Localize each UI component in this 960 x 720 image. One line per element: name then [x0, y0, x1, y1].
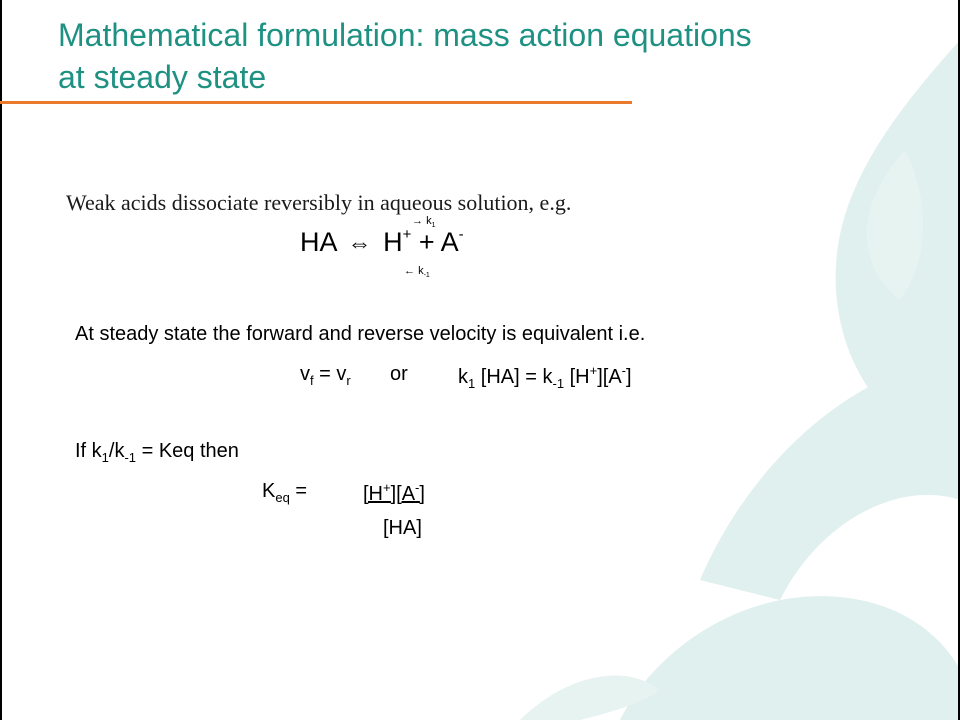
keq-denominator: [HA]: [383, 517, 422, 539]
if-prefix: If k: [75, 440, 102, 462]
keq-label: [262, 480, 307, 505]
title-line-2: at steady state: [58, 59, 267, 95]
keq-equals: =: [289, 480, 308, 502]
keq-numerator: [363, 480, 425, 506]
num-h: [H: [363, 483, 383, 505]
num-h-plus: +: [383, 480, 391, 495]
rate-close: ]: [626, 366, 632, 388]
if-slash: /k: [108, 440, 125, 462]
if-suffix: = Keq then: [136, 440, 239, 462]
reverse-k: k: [418, 265, 424, 277]
forward-k-sub: 1: [431, 222, 436, 230]
product-h: H: [383, 227, 403, 257]
v-equals: = v: [313, 363, 347, 385]
reaction-equation: [300, 226, 464, 258]
product-h-charge: +: [402, 226, 412, 243]
slide-title: [58, 14, 898, 98]
keq-sub: eq: [275, 490, 290, 505]
k-sub-1: 1: [468, 376, 476, 391]
rate-ha: [HA] = k: [475, 366, 553, 388]
product-a-charge: -: [458, 226, 464, 243]
plus-sign: +: [418, 227, 435, 257]
velocity-or: or: [390, 363, 408, 385]
rate-h-plus: +: [589, 363, 598, 378]
reverse-k-sub: -1: [423, 272, 430, 280]
reversible-arrow-icon: ⇔: [347, 230, 372, 257]
v-sub-f: f: [310, 373, 314, 388]
slide-left-border: [0, 0, 2, 720]
reverse-rate-label: [404, 265, 430, 279]
velocity-equation: [300, 363, 351, 388]
product-a: A: [440, 227, 459, 257]
v-sub-r: r: [346, 373, 351, 388]
num-close: ]: [419, 483, 425, 505]
rate-h: [H: [564, 366, 590, 388]
if-sub-1: 1: [101, 450, 109, 465]
title-line-1: Mathematical formulation: mass action equations: [58, 17, 752, 53]
num-a: ][A: [390, 483, 416, 505]
rate-equation: [458, 363, 632, 391]
if-keq-line: [75, 440, 239, 465]
intro-text: Weak acids dissociate reversibly in aqueous solution, e.g.: [66, 190, 572, 215]
v-symbol: v: [300, 363, 310, 385]
forward-k: k: [426, 215, 432, 227]
reverse-arrow-icon: ←: [404, 265, 415, 277]
forward-arrow-icon: →: [412, 215, 423, 227]
title-underline-rule: [0, 101, 632, 104]
keq-k: K: [262, 480, 276, 502]
num-a-minus: -: [415, 480, 420, 495]
k-sub-minus1: -1: [552, 376, 565, 391]
reactant-ha: HA: [300, 227, 337, 257]
steady-state-text: At steady state the forward and reverse velocity is equivalent i.e.: [75, 323, 646, 345]
k-symbol: k: [458, 366, 468, 388]
rate-a: ][A: [597, 366, 622, 388]
rate-a-minus: -: [621, 363, 626, 378]
if-sub-minus1: -1: [124, 450, 137, 465]
